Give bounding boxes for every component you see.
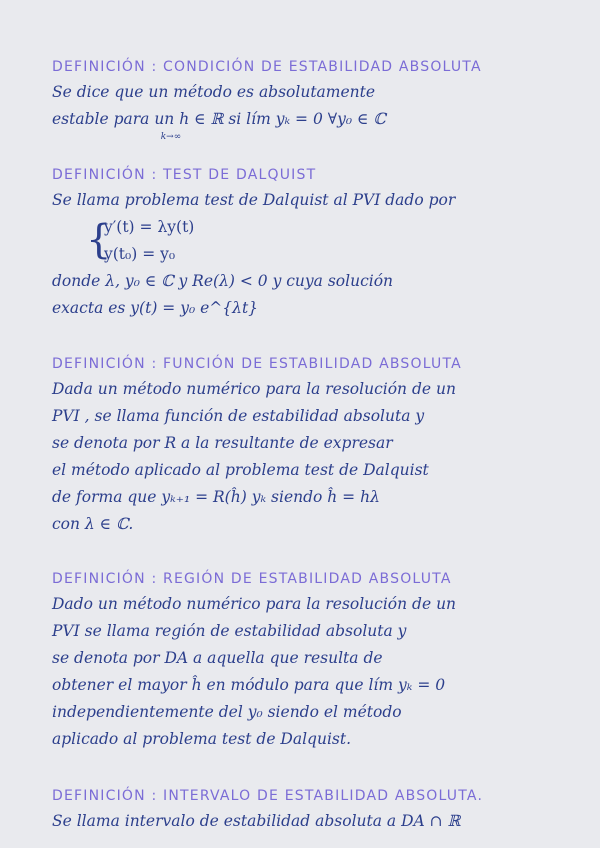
section-funcion-estabilidad [52, 352, 580, 538]
section-heading: DEFINICIÓN : CONDICIÓN DE ESTABILIDAD ABSOLUTA [52, 59, 482, 75]
section-intervalo-estabilidad [52, 784, 580, 835]
section-condicion-estabilidad [52, 55, 580, 141]
text-line: el método aplicado al problema test de Dalquist [52, 461, 429, 479]
equation-line: y′(t) = λy(t) [104, 218, 195, 236]
text-line: PVI se llama región de estabilidad absoluta y [52, 622, 407, 640]
section-heading: DEFINICIÓN : REGIÓN DE ESTABILIDAD ABSOLUTA [52, 571, 452, 587]
text-line: se denota por DA a aquella que resulta de [52, 649, 383, 667]
text-line: aplicado al problema test de Dalquist. [52, 730, 352, 748]
text-line: estable para un h ∈ ℝ si lím yₖ = 0 ∀y₀ ∈ ℂ [52, 110, 386, 128]
text-line: Se dice que un método es absolutamente [52, 83, 376, 101]
section-heading: DEFINICIÓN : INTERVALO DE ESTABILIDAD ABSOLUTA. [52, 788, 484, 804]
equation-line: y(t₀) = y₀ [104, 245, 176, 263]
text-line: Se llama problema test de Dalquist al PVI dado por [52, 191, 456, 209]
text-line: obtener el mayor ĥ en módulo para que lím yₖ = 0 [52, 676, 446, 694]
text-line: PVI , se llama función de estabilidad absoluta y [52, 407, 425, 425]
text-line: Dado un método numérico para la resolución de un [52, 595, 457, 613]
section-region-estabilidad [52, 567, 580, 753]
text-line: donde λ, y₀ ∈ ℂ y Re(λ) < 0 y cuya solución [52, 272, 394, 290]
text-line: Dada un método numérico para la resolución de un [52, 380, 456, 398]
text-line: Se llama intervalo de estabilidad absoluta a DA ∩ ℝ [52, 812, 461, 830]
brace-symbol: { [86, 217, 112, 263]
text-line: con λ ∈ ℂ. [52, 515, 134, 533]
text-line: de forma que yₖ₊₁ = R(ĥ) yₖ siendo ĥ = hλ [52, 488, 380, 506]
pvi-system [52, 214, 580, 268]
section-heading: DEFINICIÓN : TEST DE DALQUIST [52, 167, 317, 183]
limit-subscript: k→∞ [52, 132, 182, 142]
text-line: se denota por R a la resultante de expresar [52, 434, 393, 452]
section-heading: DEFINICIÓN : FUNCIÓN DE ESTABILIDAD ABSOLUTA [52, 356, 462, 372]
section-test-dalquist [52, 163, 580, 322]
text-line: exacta es y(t) = y₀ e^{λt} [52, 299, 259, 317]
text-line: independientemente del y₀ siendo el método [52, 703, 402, 721]
